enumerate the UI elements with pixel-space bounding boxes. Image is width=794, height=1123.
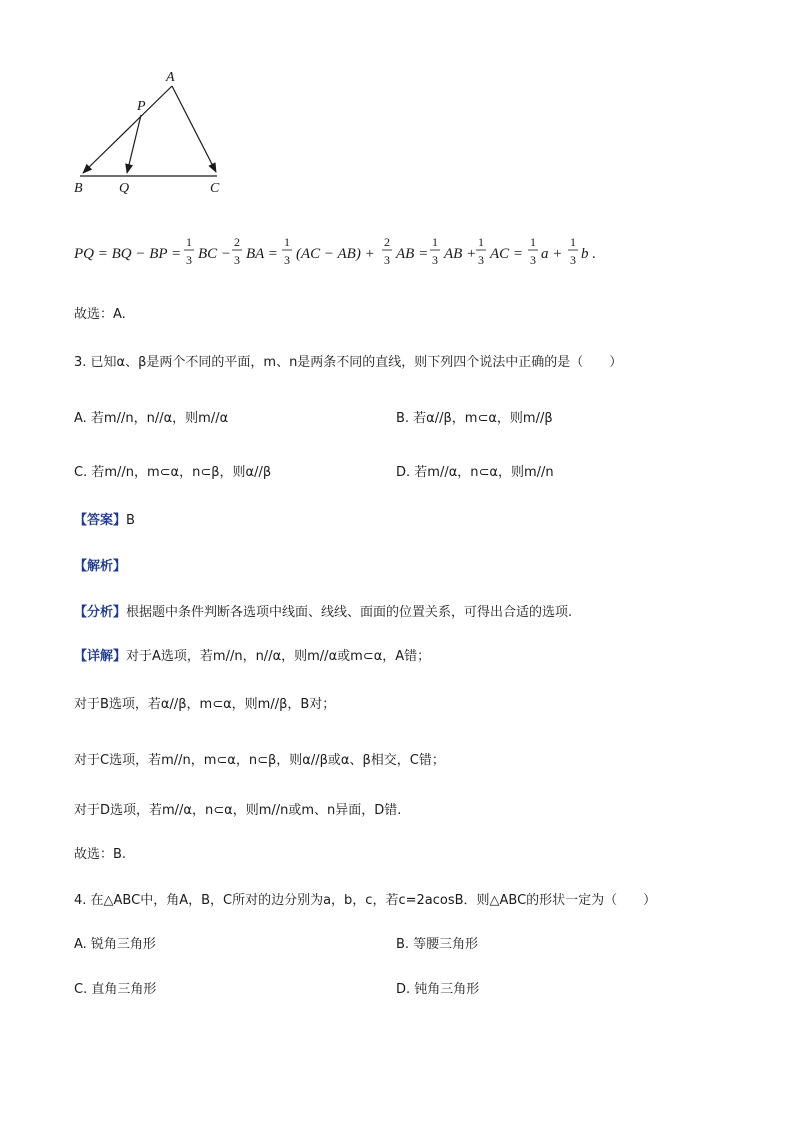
q3-stem: 3. 已知α、β是两个不同的平面，m、n是两条不同的直线，则下列四个说法中正确的是（ ） — [74, 355, 623, 370]
svg-text:1: 1 — [478, 235, 484, 249]
svg-text:3: 3 — [432, 253, 438, 267]
fraction-2 — [232, 235, 242, 267]
formula-part-7: a + — [541, 246, 563, 262]
answer-tag: 【答案】 — [74, 513, 127, 528]
q3-line-b: 对于B选项，若α//β，m⊂α，则m//β，B对； — [74, 697, 336, 712]
q3-answer — [74, 512, 135, 530]
q3-analysis-heading — [74, 558, 126, 576]
q3-option-a: A. 若m//n，n//α，则m//α — [74, 411, 229, 426]
q4-option-a: A. 锐角三角形 — [74, 937, 156, 952]
q3-line-c: 对于C选项，若m//n，m⊂α，n⊂β，则α//β或α、β相交，C错； — [74, 753, 445, 768]
q3-option-c: C. 若m//n，m⊂α，n⊂β，则α//β — [74, 465, 272, 480]
analysis-tag: 【解析】 — [74, 559, 127, 574]
formula-part-2: BA = — [246, 246, 278, 262]
svg-text:1: 1 — [432, 235, 438, 249]
formula-part-6: AC = — [490, 246, 524, 262]
fraction-8 — [568, 235, 578, 267]
formula-part-8: b . — [581, 246, 596, 262]
triangle-figure — [60, 60, 240, 200]
xiangjie-tag: 【详解】 — [74, 649, 127, 664]
fraction-6 — [476, 235, 486, 267]
svg-text:1: 1 — [186, 235, 192, 249]
formula-part-4: AB = — [396, 246, 429, 262]
q4-option-c: C. 直角三角形 — [74, 982, 157, 997]
q3-final-choice: 故选：B. — [74, 847, 127, 862]
q3-xiangjie — [74, 648, 430, 666]
fenxi-text: 根据题中条件判断各选项中线面、线线、面面的位置关系，可得出合适的选项. — [126, 605, 573, 620]
svg-text:3: 3 — [478, 253, 484, 267]
q3-line-d: 对于D选项，若m//α，n⊂α，则m//n或m、n异面，D错. — [74, 803, 402, 818]
fraction-7 — [528, 235, 538, 267]
fraction-5 — [430, 235, 440, 267]
svg-text:1: 1 — [284, 235, 290, 249]
q4-option-d: D. 钝角三角形 — [396, 982, 480, 997]
label-p: P — [137, 99, 146, 114]
fraction-4 — [382, 235, 392, 267]
q3-option-b: B. 若α//β，m⊂α，则m//β — [396, 411, 553, 426]
fraction-1 — [184, 235, 194, 267]
q4-stem: 4. 在△ABC中，角A，B，C所对的边分别为a，b，c，若c=2acosB．则△ABC的形状一定为（ ） — [74, 893, 657, 908]
svg-text:1: 1 — [530, 235, 536, 249]
svg-text:2: 2 — [234, 235, 240, 249]
q4-option-b: B. 等腰三角形 — [396, 937, 479, 952]
svg-text:2: 2 — [384, 235, 390, 249]
formula-part-5: AB + — [444, 246, 477, 262]
q2-final-choice: 故选：A. — [74, 307, 126, 322]
xiangjie-text: 对于A选项，若m//n，n//α，则m//α或m⊂α，A错； — [126, 649, 431, 664]
vector-formula — [74, 232, 614, 272]
label-b: B — [74, 181, 83, 196]
svg-text:3: 3 — [234, 253, 240, 267]
vector-ac — [172, 86, 216, 172]
svg-text:3: 3 — [186, 253, 192, 267]
fraction-3 — [282, 235, 292, 267]
svg-text:3: 3 — [384, 253, 390, 267]
svg-text:3: 3 — [530, 253, 536, 267]
formula-lhs: PQ = BQ − BP = — [74, 246, 182, 262]
label-c: C — [210, 181, 220, 196]
formula-part-1: BC − — [198, 246, 232, 262]
answer-value: B — [126, 513, 135, 528]
svg-text:1: 1 — [570, 235, 576, 249]
fenxi-tag: 【分析】 — [74, 605, 127, 620]
q3-fenxi — [74, 604, 572, 622]
q3-option-d: D. 若m//α，n⊂α，则m//n — [396, 465, 554, 480]
svg-text:3: 3 — [570, 253, 576, 267]
label-a: A — [166, 70, 175, 85]
formula-part-3: (AC − AB) + — [296, 246, 375, 262]
vector-ab — [83, 86, 172, 173]
label-q: Q — [119, 181, 130, 196]
svg-text:3: 3 — [284, 253, 290, 267]
